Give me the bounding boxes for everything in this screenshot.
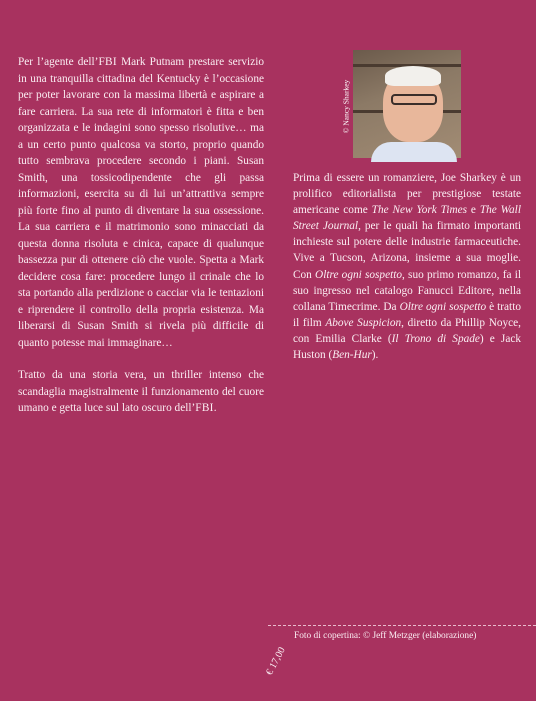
fbi-abbreviation: FBI: [98, 56, 117, 68]
book-title: Oltre ogni sospetto: [315, 268, 403, 281]
newspaper-title: The New York Times: [371, 204, 468, 217]
dashed-divider: [268, 625, 536, 626]
blurb-paragraph-2: Tratto da una storia vera, un thriller intenso che scandaglia magistralmente il funzionamento del cuore umano e getta luce sul lato oscuro dell’FBI.: [18, 369, 264, 414]
author-shirt: [371, 142, 457, 162]
film-title: Ben-Hur: [332, 349, 372, 362]
newspaper-title: The Wall Street Journal: [293, 204, 521, 233]
cover-photo-credit: Foto di copertina: © Jeff Metzger (elaborazione): [294, 631, 477, 641]
author-photo: [341, 50, 461, 158]
series-title: Il Trono di Spade: [391, 332, 480, 345]
author-bio: [293, 170, 521, 363]
author-bio-text: Prima di essere un romanziere, Joe Sharkey è un prolifico editorialista per prestigiose testate americane come The New York Times e The Wall Street Journal, per le quali ha firmato importanti inchieste sul potere delle industrie farmaceutiche. Vive a Tucson, Arizona, insieme a sua moglie. Con Oltre ogni sospetto, suo primo romanzo, fa il suo ingresso nel catalogo Fanucci Editore, nella collana Timecrime. Da Oltre ogni sospetto è tratto il film Above Suspicion, diretto da Phillip Noyce, con Emilia Clarke (Il Trono di Spade) e Jack Huston (Ben-Hur).: [293, 172, 522, 362]
film-title: Above Suspicion: [325, 316, 402, 329]
book-title: Oltre ogni sospetto: [399, 300, 487, 313]
blurb-paragraph-1: Per l’agente dell’FBI Mark Putnam prestare servizio in una tranquilla cittadina del Kentucky è l’occasione per poter lavorare con la massima libertà e aspirare a fare carriera. La sua rete di informatori è fitta e ben organizzata e le indagini sono spesso risolutive… ma a un certo punto qualcosa va storto, proprio quando tutto sembrava procedere secondo i piani. Susan Smith, una tossicodipendente che gli passa informazioni, esercita su di lui un’attrattiva sempre più forte fino al punto di diventare la sua ossessione. La sua carriera e il matrimonio sono minacciati da questa donna risoluta e cinica, capace di qualunque bassezza pur di ottenere ciò che vuole. Spetta a Mark decidere cosa fare: procedere lungo il crinale che lo sta portando alla perdizione o cacciar via le tentazioni e riprendere il controllo della propria esistenza. Ma liberarsi di Susan Smith si rivela più difficile di quanto potesse mai immaginare…: [18, 56, 264, 349]
fbi-abbreviation: FBI: [195, 402, 214, 414]
author-glasses: [391, 94, 437, 105]
back-cover-blurb: [18, 54, 264, 417]
price-label: € 17,00: [264, 645, 288, 678]
author-hair: [385, 66, 441, 86]
photo-credit: © Nancy Sharkey: [341, 79, 351, 134]
